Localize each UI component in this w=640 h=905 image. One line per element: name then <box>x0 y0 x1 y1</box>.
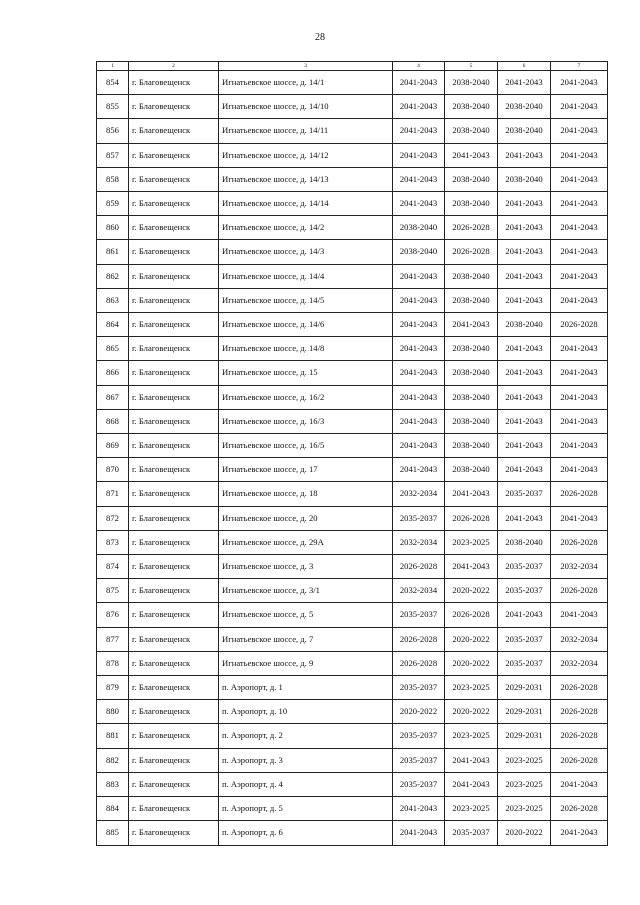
address-cell: п. Аэропорт, д. 10 <box>219 700 393 724</box>
period-cell-col6: 2029-2031 <box>498 676 551 700</box>
city-cell: г. Благовещенск <box>129 506 219 530</box>
table-row <box>97 555 608 579</box>
period-cell-col6: 2023-2025 <box>498 797 551 821</box>
table-row <box>97 216 608 240</box>
table-row <box>97 676 608 700</box>
row-number-cell: 868 <box>97 409 129 433</box>
period-cell-col7: 2041-2043 <box>551 119 608 143</box>
city-cell: г. Благовещенск <box>129 482 219 506</box>
period-cell-col4: 2035-2037 <box>393 603 445 627</box>
period-cell-col7: 2032-2034 <box>551 651 608 675</box>
row-number-cell: 880 <box>97 700 129 724</box>
period-cell-col7: 2041-2043 <box>551 71 608 95</box>
row-number-cell: 873 <box>97 530 129 554</box>
registry-table <box>96 61 608 846</box>
row-number-cell: 871 <box>97 482 129 506</box>
period-cell-col4: 2041-2043 <box>393 361 445 385</box>
table-row <box>97 458 608 482</box>
period-cell-col7: 2026-2028 <box>551 748 608 772</box>
address-cell: Игнатьевское шоссе, д. 20 <box>219 506 393 530</box>
table-row <box>97 821 608 845</box>
address-cell: Игнатьевское шоссе, д. 14/5 <box>219 288 393 312</box>
city-cell: г. Благовещенск <box>129 167 219 191</box>
row-number-cell: 867 <box>97 385 129 409</box>
period-cell-col5: 2020-2022 <box>445 651 498 675</box>
row-number-cell: 882 <box>97 748 129 772</box>
period-cell-col6: 2038-2040 <box>498 530 551 554</box>
city-cell: г. Благовещенск <box>129 458 219 482</box>
city-cell: г. Благовещенск <box>129 71 219 95</box>
row-number-cell: 857 <box>97 143 129 167</box>
period-cell-col6: 2035-2037 <box>498 482 551 506</box>
table-row <box>97 603 608 627</box>
period-cell-col7: 2041-2043 <box>551 337 608 361</box>
period-cell-col6: 2035-2037 <box>498 627 551 651</box>
city-cell: г. Благовещенск <box>129 216 219 240</box>
row-number-cell: 875 <box>97 579 129 603</box>
period-cell-col7: 2026-2028 <box>551 579 608 603</box>
period-cell-col5: 2023-2025 <box>445 797 498 821</box>
address-cell: Игнатьевское шоссе, д. 3 <box>219 555 393 579</box>
period-cell-col4: 2035-2037 <box>393 748 445 772</box>
table-row <box>97 337 608 361</box>
table-row <box>97 724 608 748</box>
period-cell-col4: 2041-2043 <box>393 95 445 119</box>
city-cell: г. Благовещенск <box>129 821 219 845</box>
address-cell: Игнатьевское шоссе, д. 16/2 <box>219 385 393 409</box>
row-number-cell: 860 <box>97 216 129 240</box>
city-cell: г. Благовещенск <box>129 797 219 821</box>
period-cell-col7: 2026-2028 <box>551 482 608 506</box>
period-cell-col7: 2041-2043 <box>551 385 608 409</box>
page-number: 28 <box>315 32 325 43</box>
address-cell: Игнатьевское шоссе, д. 15 <box>219 361 393 385</box>
city-cell: г. Благовещенск <box>129 724 219 748</box>
city-cell: г. Благовещенск <box>129 361 219 385</box>
period-cell-col7: 2041-2043 <box>551 143 608 167</box>
table-row <box>97 409 608 433</box>
row-number-cell: 885 <box>97 821 129 845</box>
period-cell-col6: 2041-2043 <box>498 216 551 240</box>
table-body <box>97 71 608 846</box>
period-cell-col6: 2038-2040 <box>498 167 551 191</box>
period-cell-col5: 2041-2043 <box>445 482 498 506</box>
period-cell-col6: 2035-2037 <box>498 579 551 603</box>
address-cell: Игнатьевское шоссе, д. 29А <box>219 530 393 554</box>
header-row <box>97 62 608 71</box>
row-number-cell: 883 <box>97 772 129 796</box>
period-cell-col7: 2041-2043 <box>551 192 608 216</box>
period-cell-col6: 2023-2025 <box>498 748 551 772</box>
city-cell: г. Благовещенск <box>129 579 219 603</box>
row-number-cell: 884 <box>97 797 129 821</box>
period-cell-col7: 2026-2028 <box>551 313 608 337</box>
period-cell-col6: 2041-2043 <box>498 361 551 385</box>
period-cell-col6: 2041-2043 <box>498 143 551 167</box>
period-cell-col6: 2038-2040 <box>498 119 551 143</box>
period-cell-col6: 2041-2043 <box>498 71 551 95</box>
city-cell: г. Благовещенск <box>129 530 219 554</box>
city-cell: г. Благовещенск <box>129 772 219 796</box>
period-cell-col6: 2041-2043 <box>498 458 551 482</box>
city-cell: г. Благовещенск <box>129 748 219 772</box>
period-cell-col4: 2020-2022 <box>393 700 445 724</box>
row-number-cell: 863 <box>97 288 129 312</box>
period-cell-col7: 2026-2028 <box>551 530 608 554</box>
period-cell-col7: 2041-2043 <box>551 409 608 433</box>
row-number-cell: 881 <box>97 724 129 748</box>
city-cell: г. Благовещенск <box>129 95 219 119</box>
address-cell: Игнатьевское шоссе, д. 5 <box>219 603 393 627</box>
period-cell-col7: 2041-2043 <box>551 264 608 288</box>
row-number-cell: 877 <box>97 627 129 651</box>
period-cell-col7: 2041-2043 <box>551 240 608 264</box>
period-cell-col5: 2038-2040 <box>445 337 498 361</box>
row-number-cell: 866 <box>97 361 129 385</box>
table-row <box>97 772 608 796</box>
city-cell: г. Благовещенск <box>129 700 219 724</box>
period-cell-col4: 2035-2037 <box>393 676 445 700</box>
period-cell-col6: 2041-2043 <box>498 337 551 361</box>
table-row <box>97 167 608 191</box>
address-cell: п. Аэропорт, д. 6 <box>219 821 393 845</box>
period-cell-col5: 2041-2043 <box>445 313 498 337</box>
row-number-cell: 859 <box>97 192 129 216</box>
period-cell-col5: 2038-2040 <box>445 385 498 409</box>
period-cell-col4: 2041-2043 <box>393 192 445 216</box>
table-row <box>97 434 608 458</box>
period-cell-col7: 2026-2028 <box>551 676 608 700</box>
address-cell: Игнатьевское шоссе, д. 16/5 <box>219 434 393 458</box>
period-cell-col6: 2041-2043 <box>498 385 551 409</box>
city-cell: г. Благовещенск <box>129 434 219 458</box>
address-cell: Игнатьевское шоссе, д. 9 <box>219 651 393 675</box>
column-number-4: 4 <box>393 62 445 71</box>
period-cell-col4: 2041-2043 <box>393 409 445 433</box>
period-cell-col7: 2041-2043 <box>551 216 608 240</box>
city-cell: г. Благовещенск <box>129 676 219 700</box>
period-cell-col4: 2041-2043 <box>393 119 445 143</box>
table-row <box>97 579 608 603</box>
city-cell: г. Благовещенск <box>129 385 219 409</box>
address-cell: Игнатьевское шоссе, д. 14/4 <box>219 264 393 288</box>
period-cell-col6: 2041-2043 <box>498 264 551 288</box>
row-number-cell: 879 <box>97 676 129 700</box>
address-cell: Игнатьевское шоссе, д. 14/12 <box>219 143 393 167</box>
period-cell-col4: 2032-2034 <box>393 579 445 603</box>
row-number-cell: 870 <box>97 458 129 482</box>
period-cell-col5: 2038-2040 <box>445 361 498 385</box>
table-row <box>97 264 608 288</box>
period-cell-col7: 2026-2028 <box>551 700 608 724</box>
period-cell-col6: 2041-2043 <box>498 434 551 458</box>
period-cell-col4: 2035-2037 <box>393 772 445 796</box>
table-row <box>97 506 608 530</box>
table-row <box>97 748 608 772</box>
city-cell: г. Благовещенск <box>129 627 219 651</box>
city-cell: г. Благовещенск <box>129 264 219 288</box>
address-cell: п. Аэропорт, д. 3 <box>219 748 393 772</box>
period-cell-col7: 2041-2043 <box>551 167 608 191</box>
city-cell: г. Благовещенск <box>129 337 219 361</box>
period-cell-col6: 2029-2031 <box>498 700 551 724</box>
period-cell-col7: 2041-2043 <box>551 458 608 482</box>
period-cell-col5: 2038-2040 <box>445 434 498 458</box>
city-cell: г. Благовещенск <box>129 192 219 216</box>
address-cell: Игнатьевское шоссе, д. 7 <box>219 627 393 651</box>
period-cell-col5: 2038-2040 <box>445 288 498 312</box>
period-cell-col4: 2035-2037 <box>393 724 445 748</box>
address-cell: Игнатьевское шоссе, д. 14/6 <box>219 313 393 337</box>
column-number-2: 2 <box>129 62 219 71</box>
period-cell-col4: 2038-2040 <box>393 240 445 264</box>
period-cell-col5: 2038-2040 <box>445 409 498 433</box>
period-cell-col4: 2041-2043 <box>393 458 445 482</box>
period-cell-col5: 2023-2025 <box>445 676 498 700</box>
address-cell: п. Аэропорт, д. 1 <box>219 676 393 700</box>
period-cell-col4: 2041-2043 <box>393 385 445 409</box>
period-cell-col4: 2041-2043 <box>393 264 445 288</box>
period-cell-col7: 2041-2043 <box>551 288 608 312</box>
row-number-cell: 864 <box>97 313 129 337</box>
period-cell-col6: 2035-2037 <box>498 555 551 579</box>
column-number-5: 5 <box>445 62 498 71</box>
period-cell-col5: 2026-2028 <box>445 506 498 530</box>
period-cell-col7: 2032-2034 <box>551 627 608 651</box>
period-cell-col5: 2038-2040 <box>445 458 498 482</box>
city-cell: г. Благовещенск <box>129 313 219 337</box>
address-cell: Игнатьевское шоссе, д. 14/8 <box>219 337 393 361</box>
period-cell-col7: 2041-2043 <box>551 361 608 385</box>
address-cell: Игнатьевское шоссе, д. 14/13 <box>219 167 393 191</box>
period-cell-col6: 2038-2040 <box>498 313 551 337</box>
period-cell-col4: 2035-2037 <box>393 506 445 530</box>
period-cell-col4: 2026-2028 <box>393 555 445 579</box>
table-row <box>97 240 608 264</box>
period-cell-col5: 2026-2028 <box>445 216 498 240</box>
period-cell-col4: 2038-2040 <box>393 216 445 240</box>
period-cell-col4: 2041-2043 <box>393 167 445 191</box>
period-cell-col4: 2041-2043 <box>393 313 445 337</box>
address-cell: Игнатьевское шоссе, д. 14/11 <box>219 119 393 143</box>
period-cell-col5: 2026-2028 <box>445 603 498 627</box>
table-header <box>97 62 608 71</box>
table-row <box>97 482 608 506</box>
row-number-cell: 854 <box>97 71 129 95</box>
table-row <box>97 95 608 119</box>
period-cell-col6: 2041-2043 <box>498 409 551 433</box>
address-cell: Игнатьевское шоссе, д. 3/1 <box>219 579 393 603</box>
period-cell-col7: 2032-2034 <box>551 555 608 579</box>
period-cell-col7: 2041-2043 <box>551 95 608 119</box>
period-cell-col4: 2041-2043 <box>393 434 445 458</box>
period-cell-col7: 2026-2028 <box>551 797 608 821</box>
period-cell-col5: 2038-2040 <box>445 95 498 119</box>
period-cell-col5: 2038-2040 <box>445 264 498 288</box>
row-number-cell: 861 <box>97 240 129 264</box>
period-cell-col5: 2023-2025 <box>445 724 498 748</box>
period-cell-col6: 2041-2043 <box>498 240 551 264</box>
row-number-cell: 874 <box>97 555 129 579</box>
period-cell-col5: 2038-2040 <box>445 119 498 143</box>
period-cell-col4: 2041-2043 <box>393 288 445 312</box>
column-number-6: 6 <box>498 62 551 71</box>
period-cell-col4: 2026-2028 <box>393 627 445 651</box>
table-row <box>97 651 608 675</box>
city-cell: г. Благовещенск <box>129 288 219 312</box>
address-cell: п. Аэропорт, д. 5 <box>219 797 393 821</box>
address-cell: п. Аэропорт, д. 2 <box>219 724 393 748</box>
table-row <box>97 700 608 724</box>
period-cell-col6: 2020-2022 <box>498 821 551 845</box>
period-cell-col4: 2041-2043 <box>393 143 445 167</box>
row-number-cell: 872 <box>97 506 129 530</box>
period-cell-col6: 2023-2025 <box>498 772 551 796</box>
period-cell-col7: 2026-2028 <box>551 724 608 748</box>
city-cell: г. Благовещенск <box>129 240 219 264</box>
period-cell-col6: 2029-2031 <box>498 724 551 748</box>
period-cell-col7: 2041-2043 <box>551 506 608 530</box>
period-cell-col7: 2041-2043 <box>551 772 608 796</box>
table-row <box>97 627 608 651</box>
table-row <box>97 530 608 554</box>
table-row <box>97 288 608 312</box>
period-cell-col7: 2041-2043 <box>551 603 608 627</box>
address-cell: Игнатьевское шоссе, д. 17 <box>219 458 393 482</box>
table-row <box>97 119 608 143</box>
table-row <box>97 143 608 167</box>
period-cell-col5: 2020-2022 <box>445 700 498 724</box>
period-cell-col5: 2041-2043 <box>445 772 498 796</box>
period-cell-col4: 2041-2043 <box>393 797 445 821</box>
period-cell-col5: 2038-2040 <box>445 192 498 216</box>
column-number-7: 7 <box>551 62 608 71</box>
city-cell: г. Благовещенск <box>129 603 219 627</box>
city-cell: г. Благовещенск <box>129 409 219 433</box>
address-cell: Игнатьевское шоссе, д. 14/1 <box>219 71 393 95</box>
table-row <box>97 385 608 409</box>
period-cell-col5: 2041-2043 <box>445 555 498 579</box>
period-cell-col5: 2041-2043 <box>445 143 498 167</box>
address-cell: Игнатьевское шоссе, д. 16/3 <box>219 409 393 433</box>
address-cell: Игнатьевское шоссе, д. 14/14 <box>219 192 393 216</box>
address-cell: Игнатьевское шоссе, д. 14/2 <box>219 216 393 240</box>
period-cell-col6: 2041-2043 <box>498 288 551 312</box>
city-cell: г. Благовещенск <box>129 651 219 675</box>
period-cell-col4: 2041-2043 <box>393 337 445 361</box>
row-number-cell: 865 <box>97 337 129 361</box>
period-cell-col6: 2041-2043 <box>498 192 551 216</box>
period-cell-col5: 2038-2040 <box>445 167 498 191</box>
period-cell-col4: 2026-2028 <box>393 651 445 675</box>
row-number-cell: 858 <box>97 167 129 191</box>
period-cell-col5: 2020-2022 <box>445 627 498 651</box>
row-number-cell: 862 <box>97 264 129 288</box>
period-cell-col4: 2032-2034 <box>393 482 445 506</box>
address-cell: Игнатьевское шоссе, д. 18 <box>219 482 393 506</box>
period-cell-col5: 2038-2040 <box>445 71 498 95</box>
table-row <box>97 313 608 337</box>
period-cell-col5: 2020-2022 <box>445 579 498 603</box>
city-cell: г. Благовещенск <box>129 555 219 579</box>
table-row <box>97 361 608 385</box>
city-cell: г. Благовещенск <box>129 119 219 143</box>
table-row <box>97 797 608 821</box>
period-cell-col6: 2038-2040 <box>498 95 551 119</box>
period-cell-col5: 2035-2037 <box>445 821 498 845</box>
period-cell-col7: 2041-2043 <box>551 821 608 845</box>
period-cell-col6: 2041-2043 <box>498 603 551 627</box>
row-number-cell: 856 <box>97 119 129 143</box>
address-cell: Игнатьевское шоссе, д. 14/10 <box>219 95 393 119</box>
period-cell-col4: 2032-2034 <box>393 530 445 554</box>
period-cell-col5: 2023-2025 <box>445 530 498 554</box>
city-cell: г. Благовещенск <box>129 143 219 167</box>
table-row <box>97 71 608 95</box>
row-number-cell: 878 <box>97 651 129 675</box>
period-cell-col7: 2041-2043 <box>551 434 608 458</box>
table-row <box>97 192 608 216</box>
row-number-cell: 876 <box>97 603 129 627</box>
period-cell-col4: 2041-2043 <box>393 821 445 845</box>
period-cell-col5: 2041-2043 <box>445 748 498 772</box>
period-cell-col6: 2035-2037 <box>498 651 551 675</box>
address-cell: Игнатьевское шоссе, д. 14/3 <box>219 240 393 264</box>
row-number-cell: 855 <box>97 95 129 119</box>
row-number-cell: 869 <box>97 434 129 458</box>
column-number-1: 1 <box>97 62 129 71</box>
address-cell: п. Аэропорт, д. 4 <box>219 772 393 796</box>
column-number-3: 3 <box>219 62 393 71</box>
period-cell-col6: 2041-2043 <box>498 506 551 530</box>
period-cell-col4: 2041-2043 <box>393 71 445 95</box>
period-cell-col5: 2026-2028 <box>445 240 498 264</box>
